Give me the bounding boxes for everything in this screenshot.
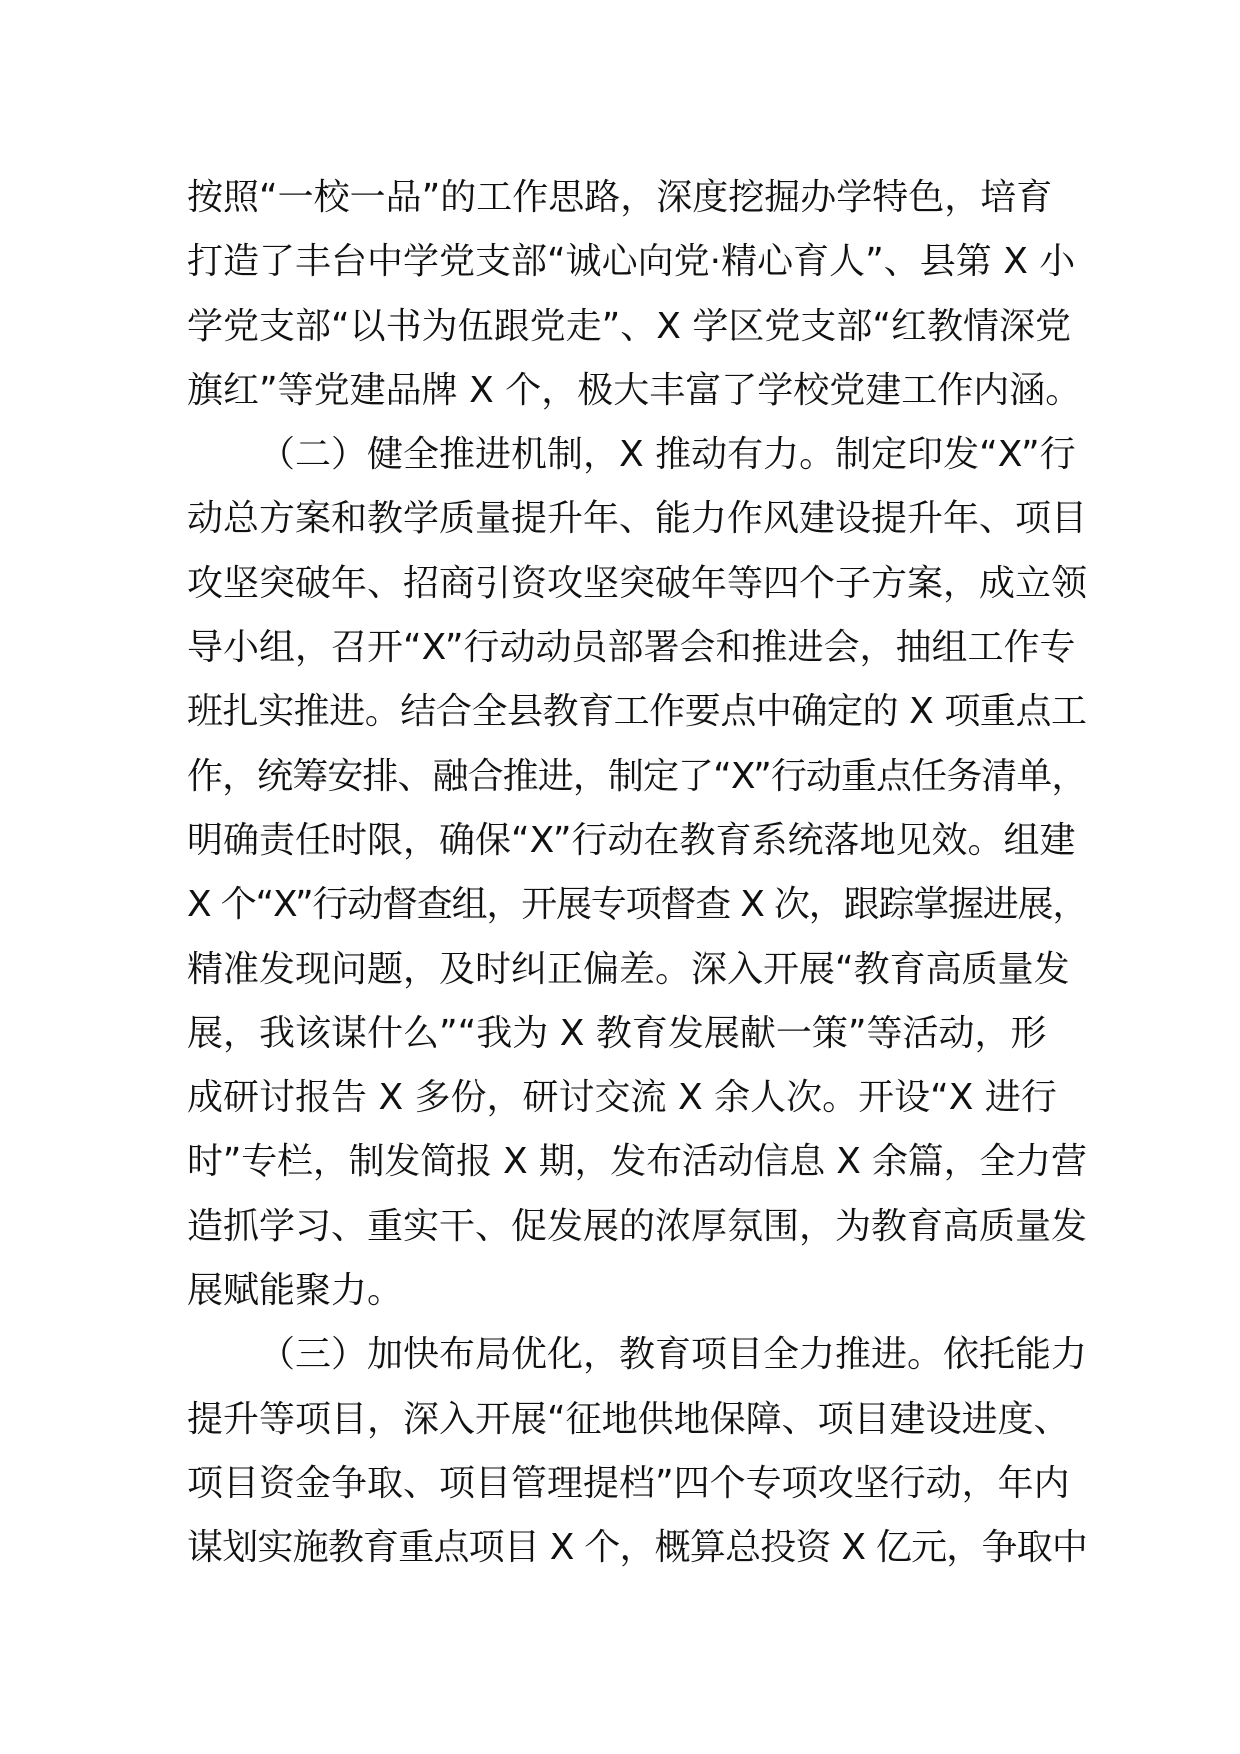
text-line-17: 造抓学习、重实干、促发展的浓厚氛围，为教育高质量发 [187, 1205, 1088, 1247]
text-line-14: 展，我该谋什么”“我为 X 教育发展献一策”等活动，形 [187, 1012, 1047, 1054]
text-line-22: 谋划实施教育重点项目 X 个，概算总投资 X 亿元，争取中 [187, 1527, 1088, 1569]
text-line-4: 旗红”等党建品牌 X 个，极大丰富了学校党建工作内涵。 [187, 369, 1082, 411]
text-line-8: 导小组，召开“X”行动动员部署会和推进会，抽组工作专 [187, 627, 1076, 669]
document-body [187, 166, 1087, 1581]
text-line-18: 展赋能聚力。 [187, 1270, 404, 1312]
text-line-3: 学党支部“以书为伍跟党走”、X 学区党支部“红教情深党 [187, 305, 1072, 347]
text-line-11: 明确责任时限，确保“X”行动在教育系统落地见效。组建 [187, 819, 1076, 861]
text-line-16: 时”专栏，制发简报 X 期，发布活动信息 X 余篇，全力营 [187, 1141, 1087, 1183]
text-line-1: 按照“一校一品”的工作思路，深度挖掘办学特色，培育 [187, 177, 1053, 218]
text-line-6: 动总方案和教学质量提升年、能力作风建设提升年、项目 [187, 498, 1088, 540]
text-line-15: 成研讨报告 X 多份，研讨交流 X 余人次。开设“X 进行 [187, 1077, 1057, 1119]
text-line-12: X 个“X”行动督查组，开展专项督查 X 次，跟踪掌握进展， [187, 884, 1088, 926]
text-line-10: 作，统筹安排、融合推进，制定了“X”行动重点任务清单， [187, 755, 1087, 797]
paragraph-2-first-line: （二）健全推进机制，X 推动有力。制定印发“X”行 [259, 434, 1076, 476]
text-line-21: 项目资金争取、项目管理提档”四个专项攻坚行动，年内 [187, 1462, 1070, 1504]
text-line-7: 攻坚突破年、招商引资攻坚突破年等四个子方案，成立领 [187, 562, 1088, 604]
text-line-13: 精准发现问题，及时纠正偏差。深入开展“教育高质量发 [187, 948, 1070, 990]
text-line-20: 提升等项目，深入开展“征地供地保障、项目建设进度、 [187, 1398, 1070, 1440]
text-line-9: 班扎实推进。结合全县教育工作要点中确定的 X 项重点工 [187, 691, 1087, 733]
paragraph-3-first-line: （三）加快布局优化，教育项目全力推进。依托能力 [259, 1334, 1088, 1376]
text-line-2: 打造了丰台中学党支部“诚心向党·精心育人”、县第 X 小 [187, 241, 1076, 283]
